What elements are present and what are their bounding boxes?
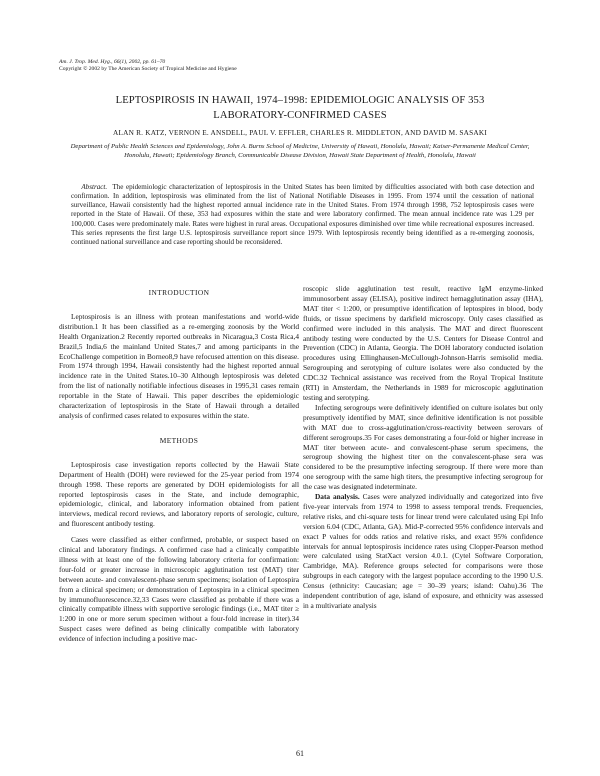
author-list: ALAN R. KATZ, VERNON E. ANSDELL, PAUL V. EFFLER, CHARLES R. MIDDLETON, AND DAVID M. SASAKI (113, 128, 487, 137)
right-paragraph-1: roscopic slide agglutination test result, reactive IgM enzyme-linked immunosorbent assay (ELISA), positive indirect hemagglutination assay (IHA), MAT titer < 1:200, or presumptive identification of leptospires in blood, body fluids, or tissue specimens by darkfield microscopy. Only cases classified as confirmed were included in this analysis. The MAT and direct fluorescent antibody testing were conducted by the U.S. Centers for Disease Control and Prevention (CDC) in Atlanta, Georgia. The DOH laboratory conducted isolation procedures using Ellinghausen-McCullough-Johnson-Harris semisolid media. Serogrouping and serotyping of culture isolates were also conducted by the CDC.32 Technical assistance was received from the Royal Tropical Institute (RTI) in Amsterdam, the Netherlands in 1989 for microscopic agglutination testing and serotyping. (303, 284, 543, 402)
article-title (40, 93, 560, 123)
introduction-heading: INTRODUCTION (148, 288, 210, 297)
page-number: 61 (296, 749, 304, 758)
data-analysis-text: Cases were analyzed individually and categorized into five five-year intervals from 1974 to 1998 to assess temporal trends. Frequencies, relative risks, and chi-square tests for linear trend were calculated using Epi Info version 6.04 (CDC, Atlanta, GA). Mid-P-corrected 95% confidence intervals and exact P values for odds ratios and relative risks, and exact 95% confidence intervals for annual leptospirosis incidence rates using Clopper-Pearson method were calculated using StatXact version 4.0.1. (Cytel Software Corporation, Cambridge, MA). Reference groups selected for comparisons were those subgroups in each category with the largest populace according to the 1990 U.S. Census (ethnicity: Caucasian; age = 30–39 years; island: Oahu).36 The independent contribution of age, island of exposure, and ethnicity was assessed in a multivariate analysis (303, 492, 543, 610)
introduction-paragraph: Leptospirosis is an illness with protean manifestations and world-wide distribution.1 It has been classified as a re-emerging zoonosis by the World Health Organization.2 Recently reported outbreaks in Nicaragua,3 Costa Rica,4 Brazil,5 India,6 the mainland United States,7 and among participants in the EcoChallenge competition in Borneo8,9 have refocused attention on this disease. From 1974 through 1994, Hawaii consistently had the highest reported annual incidence rate in the United States.10–30 Although leptospirosis was deleted from the list of nationally notifiable infectious diseases in 1995,31 cases remain reportable in the State of Hawaii. This paper describes the epidemiologic characterization of leptospirosis in the State of Hawaii through a detailed analysis of confirmed cases related to exposures within the state. (59, 311, 299, 420)
data-analysis-paragraph (303, 492, 543, 611)
methods-paragraph-1: Leptospirosis case investigation reports collected by the Hawaii State Department of Health (DOH) were reviewed for the 25-year period from 1974 through 1998. These reports are generated by DOH epidemiologists for all reported leptospirosis cases in the State, and include demographic, epidemiologic, clinical, and laboratory information obtained from patient interviews, medical record reviews, and laboratory reports of serologic, culture, and fluorescent antibody testing. (59, 459, 299, 529)
abstract (71, 183, 534, 247)
journal-copyright: Copyright © 2002 by The American Society of Tropical Medicine and Hygiene (59, 66, 237, 73)
right-column (303, 284, 543, 611)
journal-header (59, 59, 237, 73)
abstract-text: The epidemiologic characterization of leptospirosis in the United States has been limited by difficulties associated with both case detection and confirmation. In addition, leptospirosis was eliminated from the list of National Notifiable Diseases in 1995. From 1974 until the cessation of national surveillance, Hawaii consistently had the highest reported annual incidence rate in the United States. From 1974 through 1998, 752 leptospirosis cases were reported in the State of Hawaii. Of these, 353 had exposures within the state and were laboratory confirmed. The mean annual incidence rate was 1.29 per 100,000. Cases were predominately male. Rates were highest in rural areas. Occupational exposures diminished over time while recreational exposures increased. This series represents the first large U.S. leptospirosis surveillance report since 1979. With leptospirosis recently being identified as a re-emerging zoonosis, continued national surveillance and case reporting should be reconsidered. (71, 183, 535, 246)
methods-paragraph-2: Cases were classified as either confirmed, probable, or suspect based on clinical and laboratory findings. A confirmed case had a clinically compatible illness with at least one of the following laboratory criteria for confirmation: four-fold or greater increase in microscopic agglutination test (MAT) titer between acute- and convalescent-phase serum specimens; isolation of Leptospira from a clinical specimen; or demonstration of Leptospira in a clinical specimen by immunofluorescence.32,33 Cases were classified as probable if there was a clinically compatible illness with supportive serologic findings (i.e., MAT titer ≥ 1:200 in one or more serum specimen without a four-fold increase in titer).34 Suspect cases were defined as being clinically compatible with laboratory evidence of infection including a positive mac- (59, 535, 299, 644)
abstract-label: Abstract. (81, 183, 108, 191)
data-analysis-heading: Data analysis. (315, 492, 360, 502)
title-line-1: LEPTOSPIROSIS IN HAWAII, 1974–1998: EPIDEMIOLOGIC ANALYSIS OF 353 (115, 95, 485, 106)
journal-citation: Am. J. Trop. Med. Hyg., 66(1), 2002, pp. 61–70 (59, 59, 166, 65)
affiliations: Department of Public Health Sciences and Epidemiology, John A. Burns School of Medicine, University of Hawaii, Honolulu, Hawaii; Kaiser-Permanente Medical Center, Honolulu, Hawaii; Epidemiology Branch, Communicable Disease Division, Hawaii State Department of Health, Honolulu, Hawaii (70, 143, 530, 160)
methods-heading: METHODS (159, 435, 199, 445)
title-line-2: LABORATORY-CONFIRMED CASES (213, 110, 387, 121)
left-column (59, 288, 299, 644)
right-paragraph-2: Infecting serogroups were definitively identified on culture isolates but only presumptively identified by MAT, since definitive identification is not possible with MAT due to cross-agglutination/cross-reactivity between serovars of different serogroups.35 For cases demonstrating a four-fold or higher increase in MAT titer between acute- and convalescent-phase serum specimens, the serogroup showing the highest titer on the convalescent-phase sera was considered to be the presumptive infecting serogroup. If there were more than one serogroup with the same high titers, the presumptive infecting serogroup for the case was designated indeterminate. (303, 402, 543, 492)
